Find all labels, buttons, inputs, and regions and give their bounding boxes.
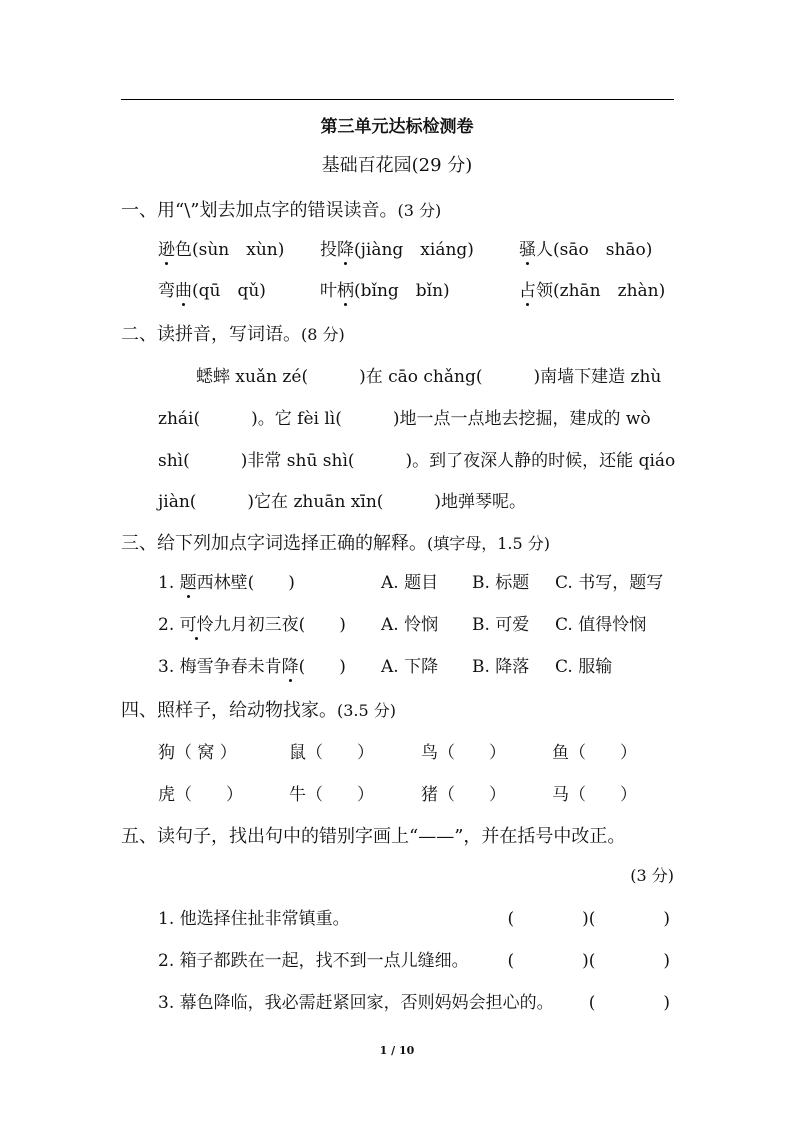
q3-item-2-stem (158, 610, 346, 635)
q5-item-1-text: 1. 他选择住扯非常镇重。 (158, 909, 350, 929)
q5-score: (3 分) (630, 866, 674, 885)
q4-score: (3.5 分) (337, 701, 397, 720)
q1-item-2-dot: 降 (337, 235, 354, 260)
q1-item-3-dot: 骚 (519, 235, 536, 260)
q1-item-1-dot: 逊 (158, 235, 175, 260)
q3-item-3-option-b: B. 降落 (472, 657, 530, 677)
q4-row2-item-1: 虎（ ） (158, 785, 243, 805)
q1-item-6 (519, 276, 665, 301)
q3-item-1-option-c: C. 书写，题写 (555, 573, 664, 593)
q3-item-1-option-a: A. 题目 (381, 573, 439, 593)
section-subtitle: 基础百花园(29 分) (321, 155, 473, 176)
q3-heading (121, 529, 550, 555)
q4-heading-text: 四、照样子，给动物找家。 (121, 700, 337, 721)
q3-item-2-option-a: A. 怜悯 (381, 615, 439, 635)
q1-item-6-post: 领(zhān zhàn) (536, 281, 666, 301)
q2-line-2: zhái( )。它 fèi lì( )地一点一点地去挖掘，建成的 wò (158, 409, 651, 429)
q1-item-4 (158, 276, 266, 301)
q1-item-1 (158, 235, 284, 260)
q5-item-2-blanks: ( )( ) (507, 951, 670, 971)
page-title: 第三单元达标检测卷 (320, 117, 474, 137)
q1-heading (121, 196, 441, 222)
q1-item-4-pre: 弯 (158, 281, 175, 301)
q3-item-3-stem (158, 652, 346, 677)
q3-item-3-post: ( ) (298, 657, 346, 677)
q1-item-1-post: 色(sùn xùn) (175, 240, 285, 260)
q2-score: (8 分) (301, 325, 345, 344)
q1-item-6-dot: 占 (519, 276, 536, 301)
q3-item-3-option-c: C. 服输 (555, 657, 613, 677)
q5-item-3-blanks: ( ) (588, 993, 670, 1013)
q4-row1-item-2: 鼠（ ） (289, 743, 374, 763)
q3-item-2-option-b: B. 可爱 (472, 615, 530, 635)
q1-item-5-dot: 柄 (337, 276, 354, 301)
q4-row1-item-4: 鱼（ ） (552, 743, 637, 763)
page-number: 1 / 10 (379, 1044, 415, 1057)
q3-item-2-option-c: C. 值得怜悯 (555, 615, 647, 635)
q3-score: (填字母，1.5 分) (427, 534, 551, 553)
q1-item-3-post: 人(sāo shāo) (536, 240, 653, 260)
q2-heading (121, 320, 345, 346)
q5-item-3-text: 3. 幕色降临，我必需赶紧回家，否则妈妈会担心的。 (158, 993, 554, 1013)
q1-item-5-post: (bǐng bǐn) (354, 281, 450, 301)
q1-item-5-pre: 叶 (320, 281, 337, 301)
top-rule (121, 99, 674, 100)
q3-item-3-pre: 3. 梅雪争春未肯 (158, 657, 282, 677)
q4-row2-item-2: 牛（ ） (289, 785, 374, 805)
q4-row1-item-1: 狗（ 窝 ） (158, 743, 237, 763)
q2-line-3: shì( )非常 shū shì( )。到了夜深人静的时候，还能 qiáo (158, 451, 676, 471)
q5-item-2-text: 2. 箱子都跌在一起，找不到一点儿缝细。 (158, 951, 469, 971)
q3-item-2-dot: 可怜 (180, 610, 214, 635)
q2-heading-text: 二、读拼音，写词语。 (121, 324, 301, 345)
q3-item-2-pre: 2. (158, 615, 180, 635)
q3-item-2-post: 九月初三夜( ) (213, 615, 346, 635)
q3-item-3-option-a: A. 下降 (381, 657, 439, 677)
q2-line-4: jiàn( )它在 zhuān xīn( )地弹琴呢。 (158, 492, 527, 512)
q3-item-1-pre: 1. (158, 573, 180, 593)
q4-row1-item-3: 鸟（ ） (421, 743, 506, 763)
q1-item-4-dot: 曲 (175, 276, 192, 301)
q2-line-1: 蟋蟀 xuǎn zé( )在 cāo chǎng( )南墙下建造 zhù (196, 367, 662, 387)
q3-item-1-stem (158, 568, 295, 593)
q3-item-1-dot: 题 (180, 568, 197, 593)
q5-item-1-blanks: ( )( ) (507, 909, 670, 929)
q1-item-2 (320, 235, 474, 260)
q1-item-4-post: (qū qǔ) (192, 281, 266, 301)
q1-item-2-post: (jiàng xiáng) (354, 240, 474, 260)
q4-row2-item-3: 猪（ ） (421, 785, 506, 805)
q5-heading: 五、读句子，找出句中的错别字画上“——”，并在括号中改正。 (121, 826, 626, 847)
q1-item-2-pre: 投 (320, 240, 337, 260)
q3-heading-text: 三、给下列加点字词选择正确的解释。 (121, 533, 427, 554)
q4-heading (121, 696, 396, 722)
q3-item-3-dot: 降 (282, 652, 299, 677)
q1-item-3 (519, 235, 652, 260)
q1-heading-text: 一、用“\”划去加点字的错误读音。 (121, 200, 398, 221)
q4-row2-item-4: 马（ ） (552, 785, 637, 805)
q3-item-1-option-b: B. 标题 (472, 573, 530, 593)
q1-item-5 (320, 276, 450, 301)
q3-item-1-post: 西林壁( ) (196, 573, 295, 593)
q1-score: (3 分) (397, 201, 442, 220)
